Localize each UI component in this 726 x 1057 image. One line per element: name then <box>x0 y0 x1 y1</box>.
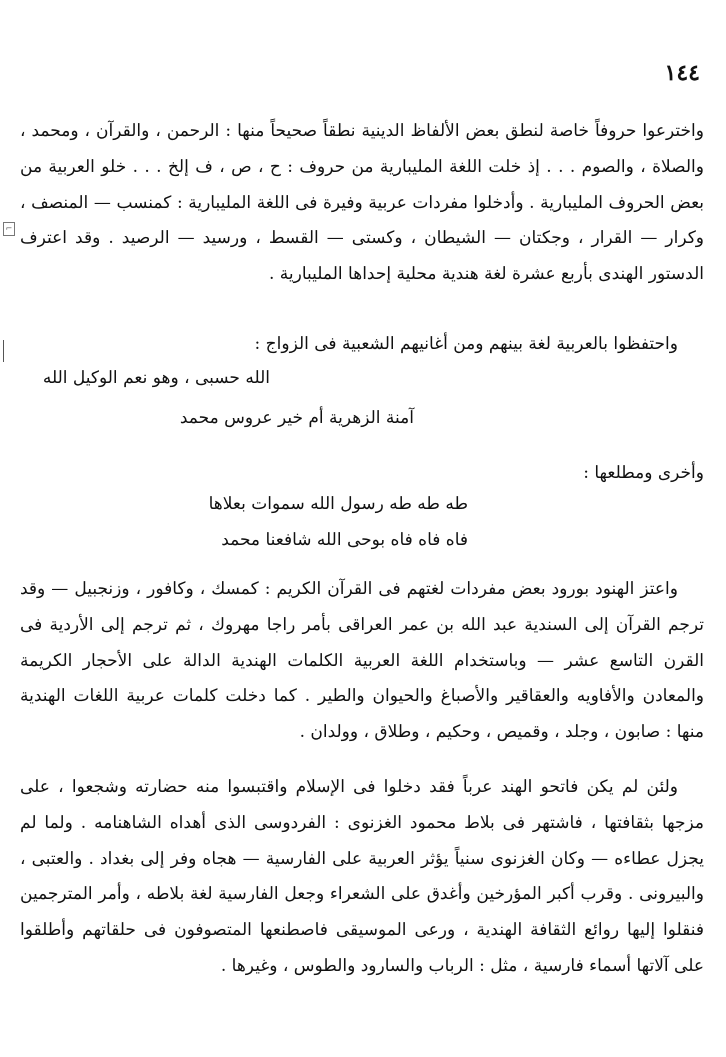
song2-verse-line-1: طه طه طه رسول الله سموات بعلاها <box>208 494 468 514</box>
paragraph-ghaznavid-culture <box>20 770 704 985</box>
page-number: ١٤٤ <box>664 60 700 86</box>
paragraph-wedding-songs-intro <box>20 327 704 363</box>
paragraph-text: واحتفظوا بالعربية لغة بينهم ومن أغانيهم الشعبية فى الزواج : <box>254 334 678 354</box>
song1-verse-line-2: آمنة الزهرية أم خير عروس محمد <box>179 408 414 428</box>
song1-verse-line-1: الله حسبى ، وهو نعم الوكيل الله <box>42 368 270 388</box>
margin-mark-icon: ⌐ <box>3 222 15 236</box>
paragraph-malayalam-arabic-letters <box>20 114 704 293</box>
paragraph-text: واعتز الهنود بورود بعض مفردات لغتهم فى القرآن الكريم : كمسك ، وكافور ، وزنجبيل — وقد ترجم القرآن إلى السندية عبد الله بن عمر العراقى بأمر راجا مهروك ، ثم ترجم إلى الأردية فى القرن التاسع عشر — وباستخدام اللغة العربية الكلمات الهندية الدالة على الأحجار الكريمة والمعادن والأفاويه والعقاقير والأصباغ والحيوان والطير . كما دخلت كلمات عربية اللغات الهندية منها : صابون ، وجلد ، وقميص ، وحكيم ، وطلاق ، وولدان . <box>20 579 704 743</box>
paragraph-text: وأخرى ومطلعها : <box>583 463 704 483</box>
song2-verse-line-2: فاه فاه فاه بوحى الله شافعنا محمد <box>221 530 468 550</box>
paragraph-second-song-intro <box>20 456 704 492</box>
paragraph-indian-words-in-quran <box>20 572 704 751</box>
paragraph-text: ولئن لم يكن فاتحو الهند عرباً فقد دخلوا فى الإسلام واقتبسوا منه حضارته وشجعوا ، على مزجها بثقافتها ، فاشتهر فى بلاط محمود الغزنوى : الفردوسى الذى أهداه الشاهنامه . ولما لم يجزل عطاءه — وكان الغزنوى سنياً يؤثر العربية على الفارسية — هجاه وفر إلى بغداد . والعتبى ، والبيرونى . وقرب أكبر المؤرخين وأغدق على الشعراء وجعل الفارسية لغة بلاطه ، وأمر المترجمين فنقلوا إليها روائع الثقافة الهندية ، ورعى الموسيقى فاصطنعها المتصوفون فى حلقاتهم وأطلقوا على آلاتها أسماء فارسية ، مثل : الرباب والسارود والطوس ، وغيرها . <box>20 777 704 976</box>
margin-rule <box>3 340 4 362</box>
paragraph-text: واخترعوا حروفاً خاصة لنطق بعض الألفاظ الدينية نطقاً صحيحاً منها : الرحمن ، والقرآن ، ومحمد ، والصلاة ، والصوم . . . إذ خلت اللغة المليبارية من حروف : ح ، ص ، ف إلخ . . . خلو العربية من بعض الحروف المليبارية . وأدخلوا مفردات عربية وفيرة فى اللغة المليبارية : كمنسب — المنصف ، وكرار — القرار ، وجكتان — الشيطان ، وكستى — القسط ، ورسيد — الرصيد . وقد اعترف الدستور الهندى بأربع عشرة لغة هندية محلية إحداها المليبارية . <box>20 121 704 285</box>
